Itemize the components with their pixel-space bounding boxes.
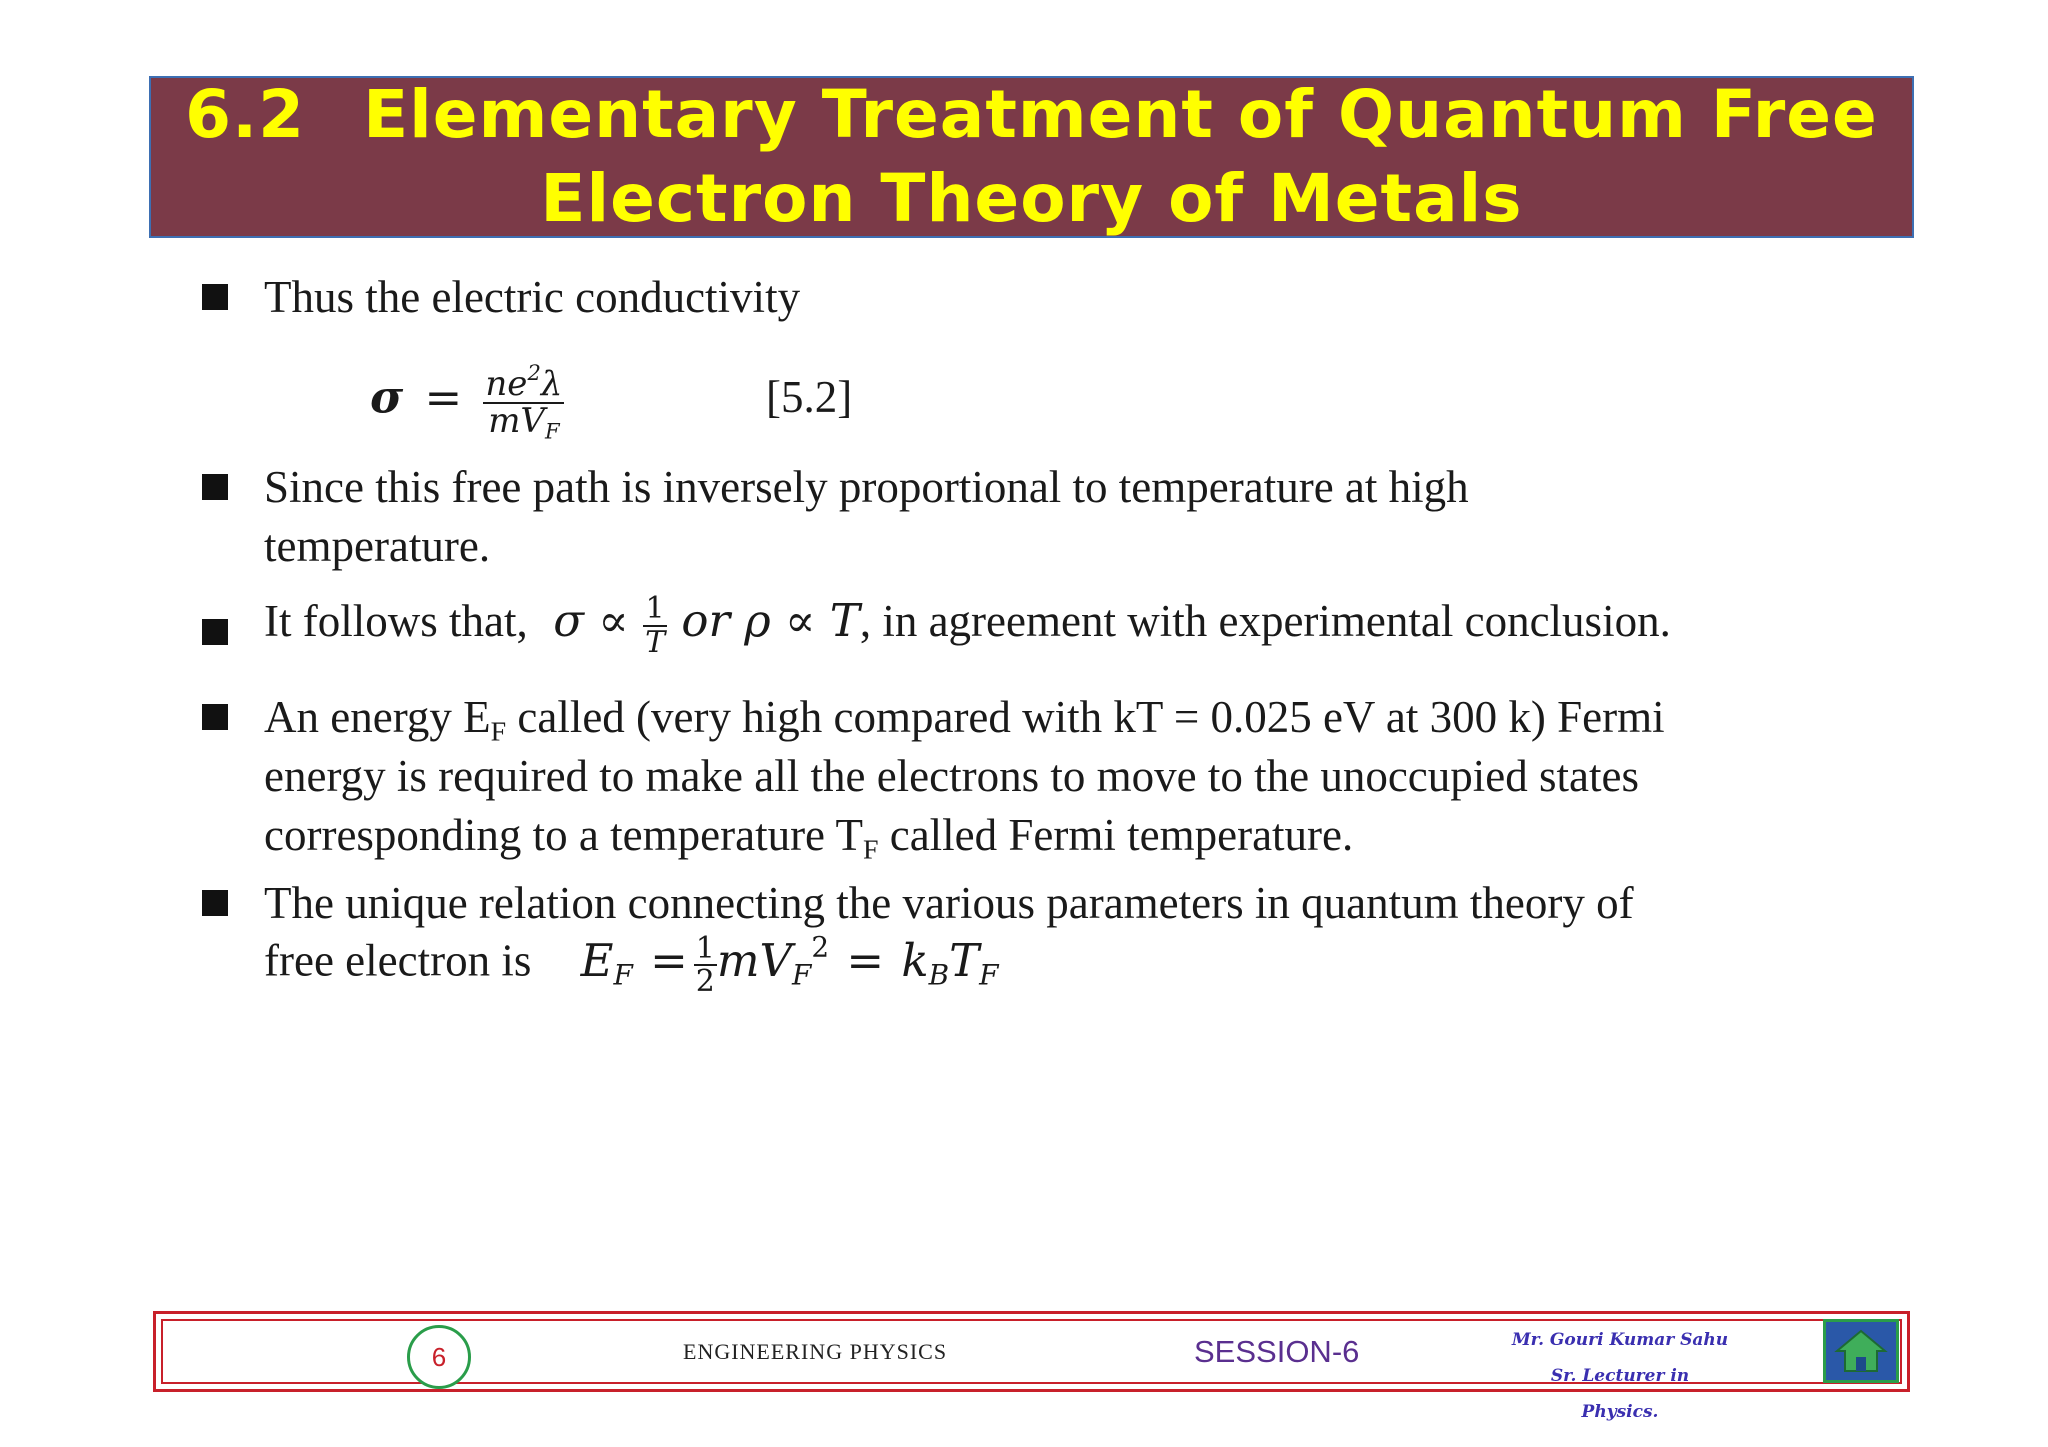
bullet-marker	[202, 619, 228, 645]
bullet-marker	[202, 890, 228, 916]
home-icon	[1833, 1327, 1889, 1375]
bullet-marker	[202, 474, 228, 500]
bullet-text-line-1: An energy $E_F$ called (very high compared with kT = 0.025 eV at 300 k) Fermi	[264, 692, 1665, 748]
page-number: 6	[431, 1341, 447, 1372]
bullet-marker	[202, 704, 228, 730]
author-name: Mr. Gouri Kumar Sahu	[1511, 1330, 1729, 1350]
bullet-marker	[202, 284, 228, 310]
conductivity-equation: σ = $\frac{ne^2\lambda}{mV_F}$	[370, 355, 564, 449]
bullet-text-line-1: The unique relation connecting the various parameters in quantum theory of	[264, 878, 1634, 928]
fermi-relation: free electron is $E_F$ = $\frac{1}{2}$ $mV_F^2 = k_BT_F$	[264, 930, 999, 1000]
conductivity-fraction: $\frac{ne^2\lambda}{mV_F}$	[483, 355, 564, 449]
slide-title-line-2: Electron Theory of Metals	[540, 160, 1523, 237]
footer-session: SESSION-6	[1194, 1334, 1360, 1369]
title-banner	[149, 76, 1914, 238]
title-text-line-1: Elementary Treatment of Quantum Free	[363, 76, 1878, 153]
one-half-fraction: $\frac{1}{2}$	[695, 930, 715, 1000]
bullet-text-line-2: energy is required to make all the electrons to move to the unoccupied states	[264, 751, 1639, 801]
author-title: Sr. Lecturer in Physics.	[1550, 1366, 1690, 1422]
bullet-proportionality: It follows that, σ ∝ $\frac{1}{T}$ or ρ ∝ T, in agreement with experimental conclusion.	[264, 591, 1671, 660]
bullet-text-line-1: Since this free path is inversely proportional to temperature at high	[264, 462, 1469, 512]
bullet-text: Thus the electric conductivity	[264, 272, 801, 322]
page-number-badge	[407, 1325, 471, 1389]
footer-subject: ENGINEERING PHYSICS	[683, 1339, 948, 1364]
section-number: 6.2	[185, 76, 306, 153]
footer-author	[1510, 1322, 1730, 1430]
bullet-text-line-2: temperature.	[264, 521, 491, 571]
equation-label: [5.2]	[766, 372, 853, 422]
home-button[interactable]	[1823, 1319, 1899, 1383]
one-over-t-fraction: $\frac{1}{T}$	[645, 591, 666, 660]
slide-title-line-1	[185, 73, 1878, 157]
bullet-text-line-3: corresponding to a temperature $T_F$ called Fermi temperature.	[264, 810, 1354, 866]
